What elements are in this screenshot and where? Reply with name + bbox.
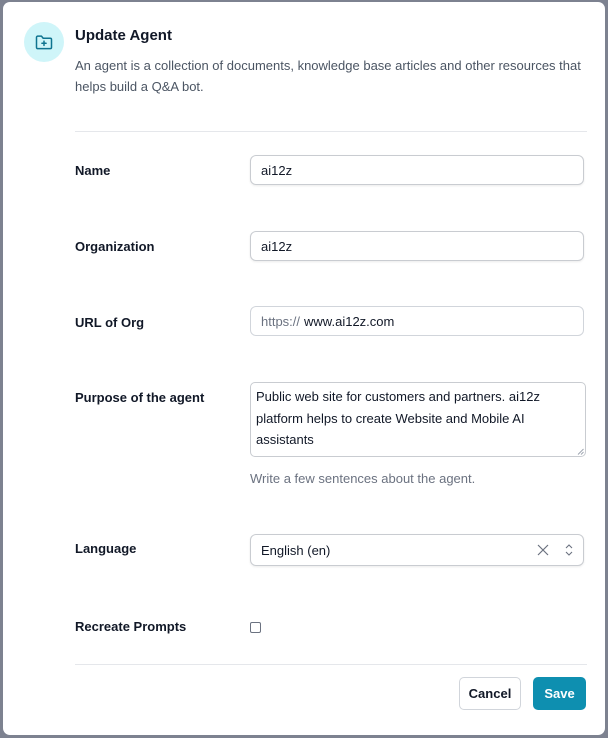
chevron-up-down-icon[interactable] [565,543,573,557]
dialog-icon-badge [24,22,64,62]
name-label: Name [75,163,111,178]
update-agent-dialog [3,2,605,735]
url-label: URL of Org [75,315,145,330]
folder-plus-icon [34,32,54,52]
dialog-description: An agent is a collection of documents, knowledge base articles and other resources that helps build a Q&A bot. [75,58,581,94]
resize-handle-icon[interactable] [577,448,584,455]
organization-input-value: ai12z [261,238,293,254]
purpose-hint: Write a few sentences about the agent. [250,471,476,486]
recreate-prompts-checkbox[interactable] [250,622,261,633]
purpose-textarea-value: Public web site for customers and partners. ai12z platform helps to create Website and Mobile AI assistants [256,389,540,447]
clear-icon[interactable] [537,544,549,556]
language-select-value: English (en) [261,542,331,558]
language-label: Language [75,541,137,556]
dialog-title: Update Agent [75,27,172,44]
name-input[interactable] [250,155,584,185]
purpose-label: Purpose of the agent [75,390,205,405]
footer-divider [75,664,587,665]
cancel-button[interactable]: Cancel [459,677,521,710]
organization-label: Organization [75,239,155,254]
organization-input[interactable] [250,231,584,261]
header-divider [75,131,587,132]
recreate-prompts-label: Recreate Prompts [75,619,187,634]
name-input-value: ai12z [261,162,293,178]
url-prefix: https:// [261,313,301,329]
url-input-value: www.ai12z.com [304,313,395,329]
purpose-textarea[interactable] [250,382,586,457]
save-button[interactable]: Save [533,677,586,710]
url-input[interactable] [250,306,584,336]
language-select[interactable] [250,534,584,566]
